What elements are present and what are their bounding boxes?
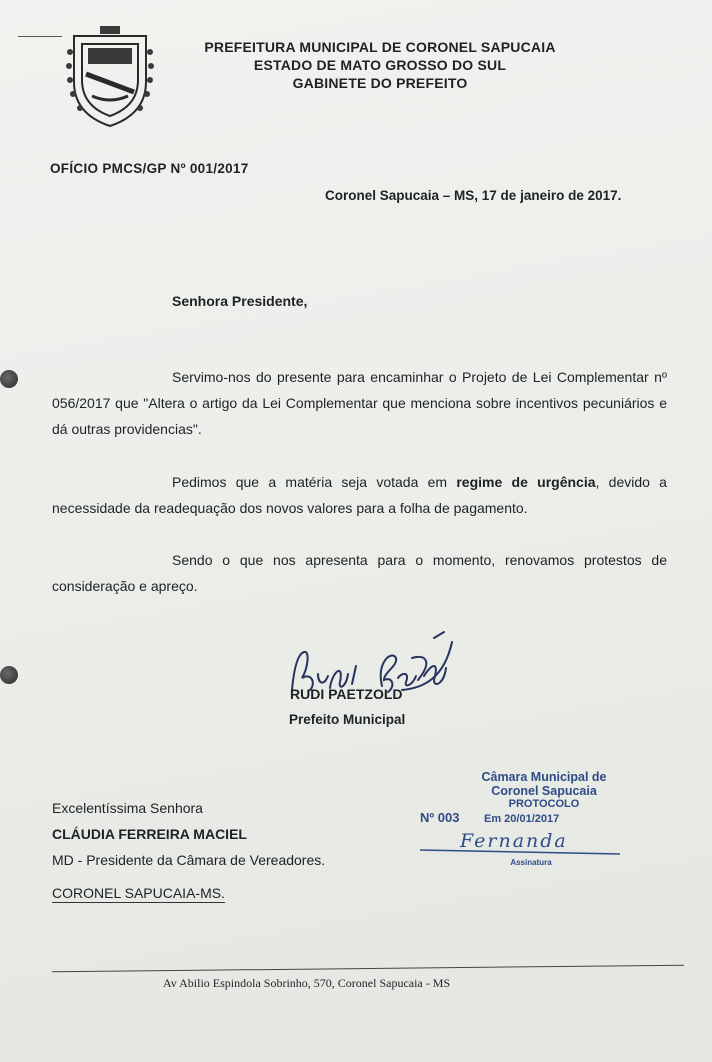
punch-hole <box>0 666 18 684</box>
addressee-greeting: Excelentíssima Senhora <box>52 800 203 816</box>
paragraph-3 <box>52 547 667 599</box>
stamp-protocol-label: PROTOCOLO <box>508 798 580 810</box>
paragraph-2-text-end: , devido a necessidade da readequação dos novos valores para a folha de pagamento. <box>52 474 667 516</box>
stamp-signature: Fernanda <box>460 830 568 852</box>
municipal-crest-icon <box>64 22 156 130</box>
paragraph-1-text: Servimo-nos do presente para encaminhar o Projeto de Lei Complementar nº 056/2017 que "Altera o artigo da Lei Complementar que menciona sobre incentivos pecuniários e dá outras providencias". <box>52 369 667 437</box>
paragraph-1 <box>52 364 667 442</box>
document-date: Coronel Sapucaia – MS, 17 de janeiro de 2017. <box>325 188 622 203</box>
addressee-name: CLÁUDIA FERREIRA MACIEL <box>52 826 247 842</box>
footer-rule <box>52 965 684 973</box>
top-rule <box>18 36 62 37</box>
stamp-date: Em 20/01/2017 <box>484 813 560 825</box>
salutation: Senhora Presidente, <box>172 293 308 309</box>
addressee-city: CORONEL SAPUCAIA-MS. <box>52 885 225 901</box>
protocol-stamp <box>420 766 640 878</box>
signatory-role: Prefeito Municipal <box>289 712 406 727</box>
stamp-line-1: Câmara Municipal de <box>481 770 607 784</box>
letterhead <box>180 38 580 92</box>
stamp-signature-label: Assinatura <box>510 858 552 867</box>
document-reference: OFÍCIO PMCS/GP Nº 001/2017 <box>50 161 249 176</box>
letterhead-line-2: ESTADO DE MATO GROSSO DO SUL <box>253 57 507 73</box>
addressee-role: MD - Presidente da Câmara de Vereadores. <box>52 852 326 868</box>
letterhead-line-3: GABINETE DO PREFEITO <box>292 75 468 91</box>
stamp-number: Nº 003 <box>420 810 460 825</box>
footer-address: Av Abilio Espindola Sobrinho, 570, Coronel Sapucaia - MS <box>163 976 451 990</box>
urgency-emphasis: regime de urgência <box>456 474 596 490</box>
stamp-line-2: Coronel Sapucaia <box>491 784 597 798</box>
paragraph-2-text-start: Pedimos que a matéria seja votada em <box>172 474 457 490</box>
paragraph-2 <box>52 469 667 521</box>
letterhead-line-1: PREFEITURA MUNICIPAL DE CORONEL SAPUCAIA <box>204 39 556 55</box>
paragraph-3-text: Sendo o que nos apresenta para o momento, renovamos protestos de consideração e apreço. <box>52 552 667 594</box>
punch-hole <box>0 370 18 388</box>
signatory-name: RUDI PAETZOLD <box>290 686 403 702</box>
